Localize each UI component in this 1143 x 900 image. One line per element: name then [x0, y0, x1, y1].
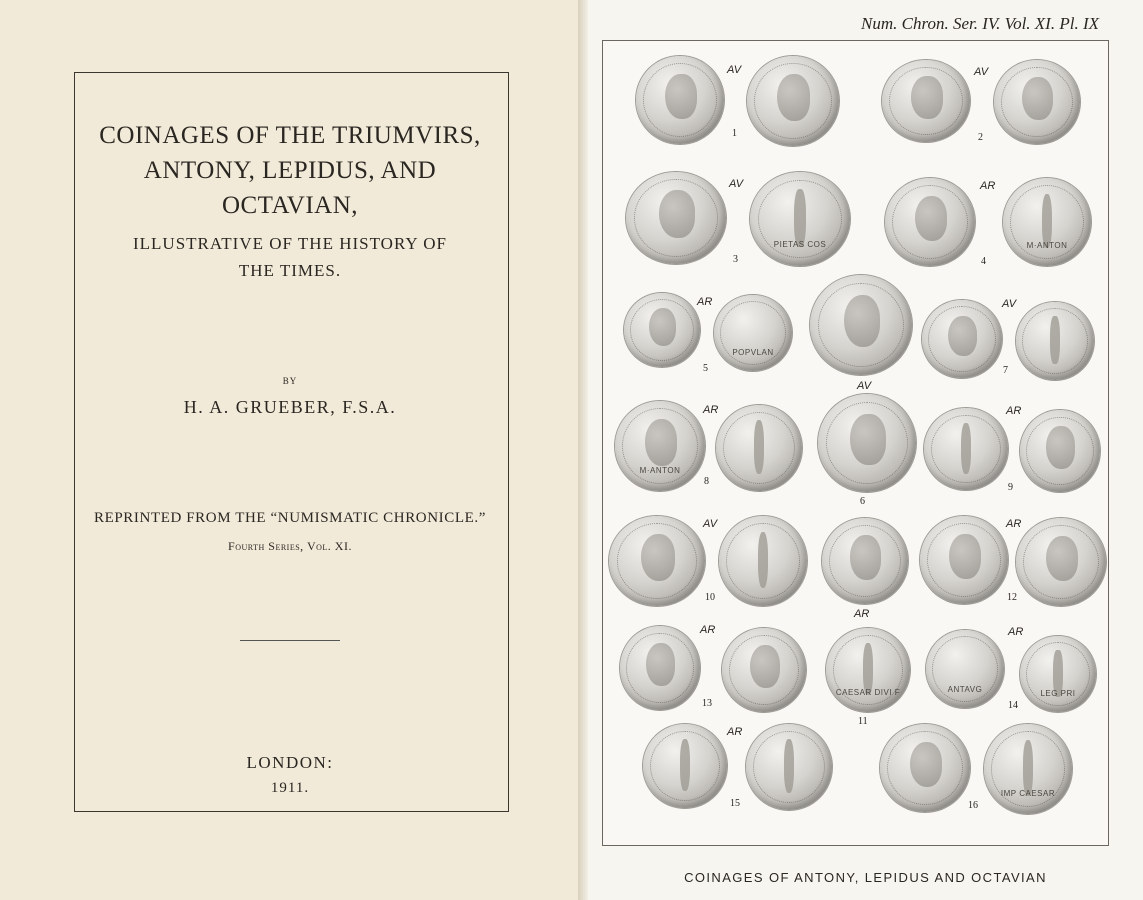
coin-16-obverse: [880, 724, 970, 812]
series-note: Fourth Series, Vol. XI.: [228, 539, 352, 553]
coin-number: 11: [858, 716, 868, 727]
plate-header: Num. Chron. Ser. IV. Vol. XI. Pl. IX: [861, 14, 1099, 33]
coin-legend: IMP CAESAR: [1000, 788, 1056, 798]
coin-number: 16: [968, 800, 978, 811]
metal-mark: AR: [1006, 518, 1022, 530]
coin-15-reverse: [746, 724, 832, 810]
coin-13-reverse: [722, 628, 806, 712]
coin-number: 1: [732, 128, 737, 139]
coin-number: 2: [978, 132, 983, 143]
metal-mark: AR: [700, 624, 716, 636]
coin-9-reverse: [1020, 410, 1100, 492]
coin-14-obverse: [926, 630, 1004, 708]
coin-number: 10: [705, 592, 715, 603]
coin-legend: PIETAS COS: [773, 240, 827, 250]
coin-10-reverse: [719, 516, 807, 606]
coin-8-obverse: [615, 401, 705, 491]
author-name: H. A. GRUEBER, F.S.A.: [183, 397, 397, 417]
coin-13-obverse: [620, 626, 700, 710]
plate-caption: COINAGES OF ANTONY, LEPIDUS AND OCTAVIAN: [684, 870, 1047, 885]
coin-12-reverse: [1016, 518, 1106, 606]
coin-1-reverse: [747, 56, 839, 146]
coin-12-obverse-portrait: [822, 518, 908, 604]
coin-number: 12: [1007, 592, 1017, 603]
metal-mark: AR: [1006, 405, 1022, 417]
imprint-year: 1911.: [270, 780, 310, 796]
coin-legend: LEG PRI: [1040, 689, 1076, 699]
coin-5-reverse: [714, 295, 792, 371]
coin-legend: M·ANTON: [1026, 241, 1068, 251]
coin-16-reverse: [984, 724, 1072, 814]
coin-2-obverse: [882, 60, 970, 142]
coin-number: 9: [1008, 482, 1013, 493]
coin-5-obverse: [624, 293, 700, 367]
imprint-city: LONDON:: [246, 753, 334, 772]
book-subtitle: [0, 230, 580, 284]
metal-mark: AR: [697, 296, 713, 308]
coin-6-obverse: [810, 275, 912, 375]
coin-1-obverse: [636, 56, 724, 144]
metal-mark: AV: [727, 64, 742, 76]
coin-number: 5: [703, 363, 708, 374]
by-line: BY: [282, 376, 298, 386]
subtitle-line: ILLUSTRATIVE OF THE HISTORY OF: [133, 234, 447, 253]
metal-mark: AV: [857, 380, 872, 392]
coin-3-obverse: [626, 172, 726, 264]
coin-legend: CAESAR DIVI F: [835, 687, 901, 697]
coin-number: 13: [702, 698, 712, 709]
coin-8-reverse: [716, 405, 802, 491]
coin-number: 8: [704, 476, 709, 487]
title-line: COINAGES OF THE TRIUMVIRS,: [99, 122, 481, 149]
coin-12-obverse: [920, 516, 1008, 604]
coin-4-reverse: [1003, 178, 1091, 266]
metal-mark: AR: [980, 180, 996, 192]
metal-mark: AV: [729, 178, 744, 190]
coin-7-obverse: [922, 300, 1002, 378]
metal-mark: AR: [703, 404, 719, 416]
coin-11-reverse: [826, 628, 910, 712]
divider-rule: [240, 640, 340, 641]
title-line: ANTONY, LEPIDUS, AND: [143, 157, 437, 184]
coin-7-reverse: [1016, 302, 1094, 380]
coin-3-reverse: [750, 172, 850, 266]
coin-number: 15: [730, 798, 740, 809]
book-title: [0, 118, 580, 223]
metal-mark: AR: [854, 608, 870, 620]
coin-number: 6: [860, 496, 865, 507]
coin-9-obverse: [924, 408, 1008, 490]
title-line: OCTAVIAN,: [221, 192, 359, 219]
subtitle-line: THE TIMES.: [238, 261, 342, 280]
coin-15-obverse: [643, 724, 727, 808]
coin-4-obverse: [885, 178, 975, 266]
coin-14-reverse: [1020, 636, 1096, 712]
coin-6-reverse: [818, 394, 916, 492]
metal-mark: AV: [974, 66, 989, 78]
coin-2-reverse: [994, 60, 1080, 144]
metal-mark: AV: [1002, 298, 1017, 310]
metal-mark: AR: [1008, 626, 1024, 638]
coin-legend: ANTAVG: [947, 684, 983, 694]
coin-number: 14: [1008, 700, 1018, 711]
metal-mark: AV: [703, 518, 718, 530]
coin-number: 4: [981, 256, 986, 267]
coin-legend: POPVLAN: [732, 348, 774, 358]
reprint-note: REPRINTED FROM THE “NUMISMATIC CHRONICLE.”: [93, 510, 486, 526]
coin-number: 3: [733, 254, 738, 265]
coin-legend: M·ANTON: [639, 465, 681, 475]
coin-number: 7: [1003, 365, 1008, 376]
coin-10-obverse: [609, 516, 705, 606]
metal-mark: AR: [727, 726, 743, 738]
